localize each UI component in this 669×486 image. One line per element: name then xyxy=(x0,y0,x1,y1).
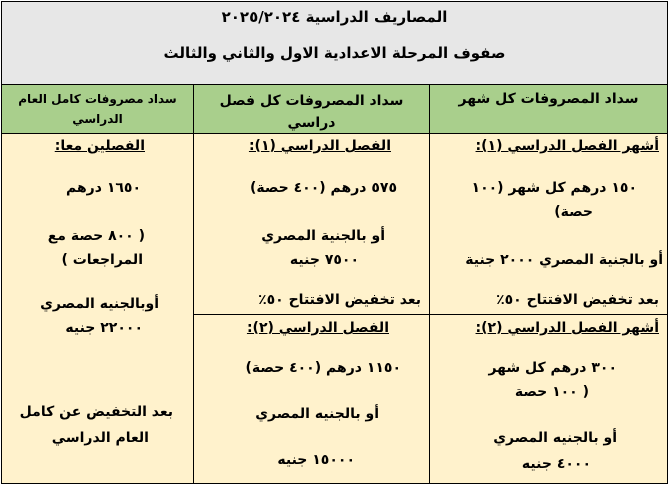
full-year-revisions: المراجعات ) xyxy=(61,252,143,268)
semester-s1-egp-label: أو بالجنية المصري xyxy=(261,228,385,244)
header-row xyxy=(2,85,667,134)
monthly-s1-discount: بعد تخفيض الافتتاح ٥٠٪ xyxy=(496,292,659,308)
monthly-s1-title: أشهر الفصل الدراسي (١): xyxy=(475,138,659,154)
table-title-block xyxy=(2,2,667,85)
monthly-s1-egp: أو بالجنية المصري ٢٠٠٠ جنية xyxy=(465,252,663,268)
header-per-semester-line2: دراسي xyxy=(287,115,336,131)
full-year-discount-line2: العام الدراسي xyxy=(51,430,149,446)
semester-s2-egp-value: ١٥٠٠٠ جنيه xyxy=(277,452,355,468)
semester-s1-price: ٥٧٥ درهم (٤٠٠ حصة) xyxy=(249,180,397,196)
monthly-s2-egp-value: ٤٠٠٠ جنيه xyxy=(521,456,591,472)
header-full-year-line2: الدراسي xyxy=(72,112,123,126)
semester-s1-egp-value: ٧٥٠٠ جنيه xyxy=(289,252,359,268)
monthly-s2-title: أشهر الفصل الدراسي (٢): xyxy=(475,320,659,336)
full-year-title: الفصلين معا: xyxy=(54,138,145,154)
full-year-discount-line1: بعد التخفيض عن كامل xyxy=(19,404,173,420)
full-year-price: ١٦٥٠ درهم xyxy=(66,180,141,196)
header-per-semester-line1: سداد المصروفات كل فصل xyxy=(219,93,404,109)
table-title: المصاريف الدراسية ٢٠٢٥/٢٠٢٤ xyxy=(221,8,448,26)
table-body xyxy=(2,134,667,483)
per-semester-column xyxy=(193,134,429,483)
full-year-sessions: ( ٨٠٠ حصة مع xyxy=(47,228,145,244)
monthly-column xyxy=(429,134,667,483)
semester-s2-price: ١١٥٠ درهم (٤٠٠ حصة) xyxy=(245,360,401,376)
semester-s2-egp-label: أو بالجنيه المصري xyxy=(255,406,379,422)
header-monthly: سداد المصروفات كل شهر xyxy=(429,85,667,133)
monthly-divider xyxy=(429,314,667,315)
semester-s2-title: الفصل الدراسي (٢): xyxy=(246,320,389,336)
semester-s1-title: الفصل الدراسي (١): xyxy=(248,138,391,154)
table-subtitle: صفوف المرحلة الاعدادية الاول والثاني والثالث xyxy=(163,44,506,62)
monthly-s1-price: ١٥٠ درهم كل شهر (١٠٠ xyxy=(471,180,637,196)
semester-s1-discount: بعد تخفيض الافتتاح ٥٠٪ xyxy=(258,292,421,308)
monthly-s2-egp-label: أو بالجنيه المصري xyxy=(493,430,617,446)
monthly-s2-sessions: ( ١٠٠ حصة xyxy=(514,384,589,400)
full-year-egp-value: ٢٢٠٠٠ جنيه xyxy=(65,320,143,336)
semester-divider xyxy=(193,314,429,315)
header-full-year-line1: سداد مصروفات كامل العام xyxy=(18,92,177,106)
header-full-year xyxy=(2,85,193,133)
header-per-semester xyxy=(193,85,429,133)
full-year-egp-label: أوبالجنيه المصري xyxy=(40,296,159,312)
fees-table xyxy=(1,1,668,484)
monthly-s2-price: ٣٠٠ درهم كل شهر xyxy=(488,360,617,376)
monthly-s1-sessions: حصة) xyxy=(554,204,593,220)
full-year-column xyxy=(2,134,193,483)
